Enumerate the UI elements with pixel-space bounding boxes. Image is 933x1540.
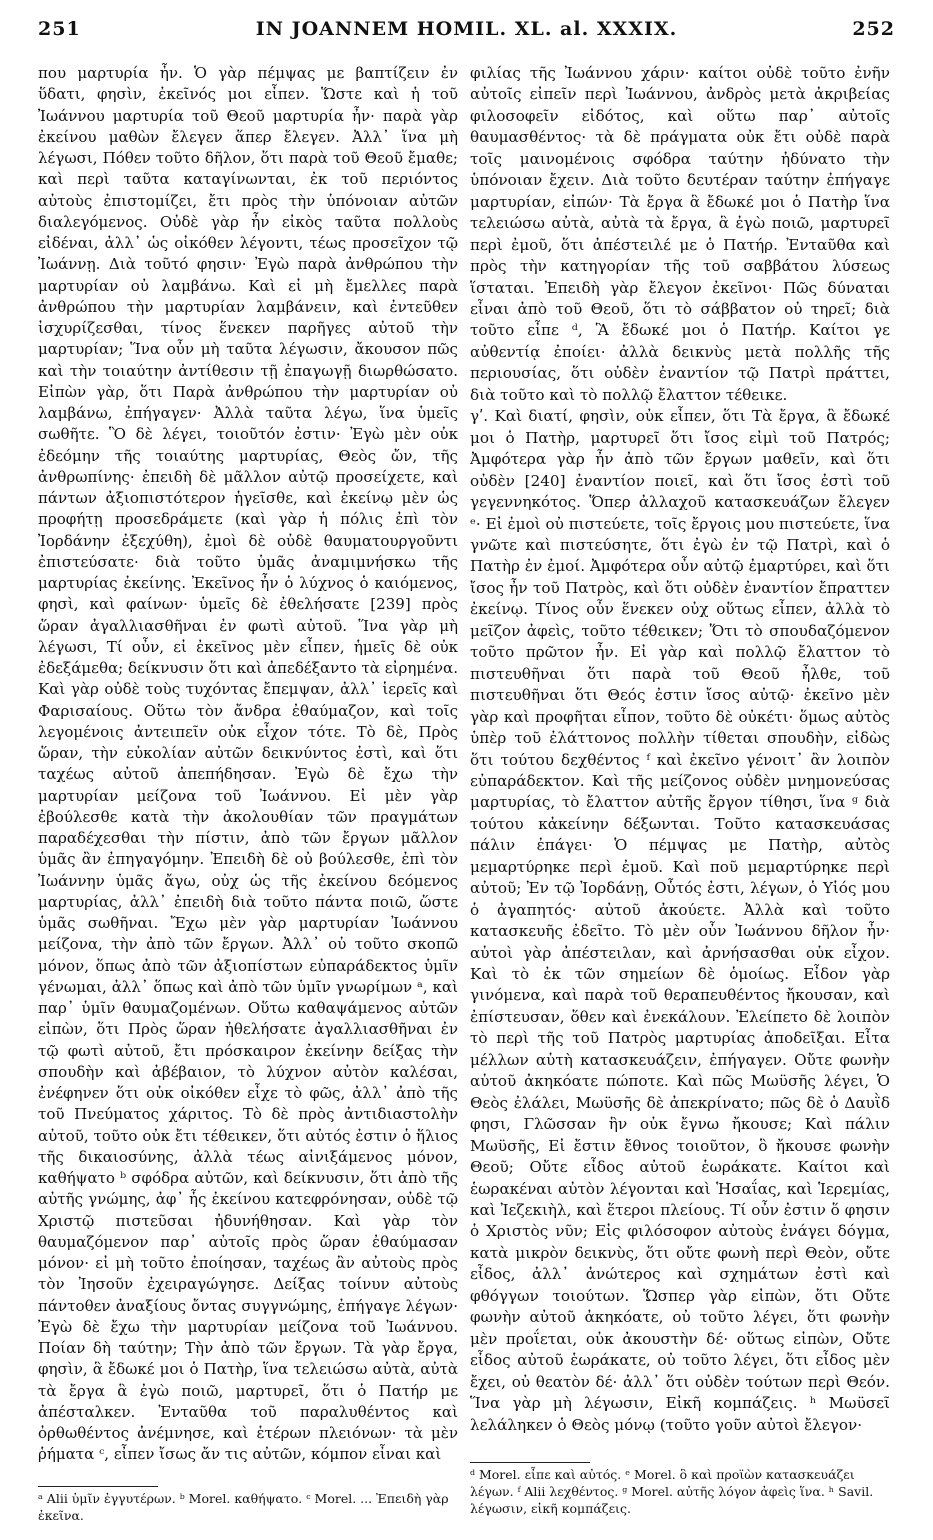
footnote-text: ᵃ Alii ὑμῖν ἐγγυτέρων. ᵇ Morel. καθήψατο. ᶜ Morel. ... Ἐπειδὴ γὰρ ἐκεῖνα.	[38, 1491, 449, 1523]
footnote-rule-right	[470, 1462, 590, 1463]
running-title: IN JOANNEM HOMIL. XL. al. XXXIX.	[255, 18, 678, 40]
paragraph: που μαρτυρία ἦν. Ὁ γὰρ πέμψας με βαπτίζειν ἐν ὕδατι, φησὶν, ἐκεῖνός μοι εἶπεν. Ὥστε καὶ ἡ τοῦ Ἰωάννου μαρτυρία τοῦ Θεοῦ μαρτυρία ἦν· παρὰ γὰρ ἐκείνου μαθὼν ἔλεγεν ἅπερ ἔλεγεν. Ἀλλ᾿ ἵνα μὴ λέγωσι, Πόθεν τοῦτο δῆλον, ὅτι παρὰ τοῦ Θεοῦ ἔμαθε; καὶ περὶ ταῦτα καταγίνωνται, ἐκ τοῦ περιόντος αὐτοὺς ἐπιστομίζει, ἔτι πρὸς τὴν ὑπόνοιαν αὐτῶν διαλεγόμενος. Οὐδὲ γὰρ ἦν εἰκὸς ταῦτα πολλοὺς εἰδέναι, ἀλλ᾿ ὡς οἰκόθεν λέγοντι, τέως προσεῖχον τῷ Ἰωάννῃ. Διὰ τοῦτό φησιν· Ἐγὼ παρὰ ἀνθρώπου τὴν μαρτυρίαν οὐ λαμβάνω. Καὶ εἰ μὴ ἔμελλες παρὰ ἀνθρώπου τὴν μαρτυρίαν λαμβάνειν, καὶ ἐντεῦθεν ἰσχυρίζεσθαι, τίνος ἕνεκεν παρῆγες αὐτοῦ τὴν μαρτυρίαν; Ἵνα οὖν μὴ ταῦτα λέγωσιν, ἄκουσον πῶς καὶ τὴν τοιαύτην ἀντίθεσιν τῇ ἐπαγωγῇ διωρθώσατο. Εἰπὼν γὰρ, ὅτι Παρὰ ἀνθρώπου τὴν μαρτυρίαν οὐ λαμβάνω, ἐπήγαγεν· Ἀλλὰ ταῦτα λέγω, ἵνα ὑμεῖς σωθῆτε. Ὃ δὲ λέγει, τοιοῦτόν ἐστιν· Ἐγὼ μὲν οὐκ ἐδεόμην τῆς τοιαύτης μαρτυρίας, Θεὸς ὤν, τῆς ἀνθρωπίνης· ἐπειδὴ δὲ μᾶλλον αὐτῷ προσείχετε, καὶ πάντων ἀξιοπιστότερον ἡγεῖσθε, καὶ ἐκείνῳ μὲν ὡς προφήτῃ προσεδράμετε (καὶ γὰρ ἡ πόλις ἐπὶ τὸν Ἰορδάνην ἐξεχύθη), ἐμοὶ δὲ οὐδὲ θαυματουργοῦντι ἐπιστεύσατε· διὰ τοῦτο ὑμᾶς ἀναμιμνήσκω τῆς μαρτυρίας ἐκείνης. Ἐκεῖνος ἦν ὁ λύχνος ὁ καιόμενος, φησὶ, καὶ φαίνων· ὑμεῖς δὲ ἐθελήσατε [239] πρὸς ὥραν ἀγαλλιασθῆναι ἐν φωτὶ αὐτοῦ. Ἵνα γὰρ μὴ λέγωσι, Τί οὖν, εἰ ἐκεῖνος μὲν εἶπεν, ἡμεῖς δὲ οὐκ ἐδεξάμεθα; δείκνυσιν ὅτι καὶ ἀπεδέξαντο τὰ εἰρημένα. Καὶ γὰρ οὐδὲ τοὺς τυχόντας ἔπεμψαν, ἀλλ᾿ ἱερεῖς καὶ Φαρισαίους. Οὕτω τὸν ἄνδρα ἐθαύμαζον, καὶ τοῖς λεγομένοις ἀντειπεῖν οὐκ εἶχον τότε. Τὸ δὲ, Πρὸς ὥραν, τὴν εὐκολίαν αὐτῶν δεικνύντος ἐστὶ, καὶ ὅτι ταχέως αὐτοῦ ἀπεπήδησαν. Ἐγὼ δὲ ἔχω τὴν μαρτυρίαν μείζονα τοῦ Ἰωάννου. Εἰ μὲν γὰρ ἐβούλεσθε κατὰ τὴν ἀκολουθίαν τῶν πραγμάτων παραδέχεσθαι τὴν πίστιν, ἀπὸ τῶν ἔργων μᾶλλον ὑμᾶς ἂν ἐπηγαγόμην. Ἐπειδὴ δὲ οὐ βούλεσθε, ἐπὶ τὸν Ἰωάννην ὑμᾶς ἄγω, οὐχ ὡς τῆς ἐκείνου δεόμενος μαρτυρίας, ἀλλ᾿ ἐπειδὴ διὰ τοῦτο πάντα ποιῶ, ὥστε ὑμᾶς σωθῆναι. Ἔχω μὲν γὰρ μαρτυρίαν Ἰωάννου μείζονα, τὴν ἀπὸ τῶν ἔργων. Ἀλλ᾿ οὐ τοῦτο σκοπῶ μόνον, ὅπως ἀπὸ τῶν ἀξιοπίστων εὐπαράδεκτος ὑμῖν γένωμαι, ἀλλ᾿ ὅπως καὶ ἀπὸ τῶν ὑμῖν γνωρίμων ᵃ, καὶ παρ᾿ ὑμῖν θαυμαζομένων. Οὕτω καθαψάμενος αὐτῶν εἰπὼν, ὅτι Πρὸς ὥραν ἠθελήσατε ἀγαλλιασθῆναι ἐν τῷ φωτὶ αὐτοῦ, ἔτι πρόσκαιρον ἐκείνην δείξας τὴν σπουδὴν καὶ ἀβέβαιον, τὸ λύχνον αὐτὸν καλέσαι, ἐνέφηνεν ὅτι οὐκ οἰκόθεν εἶχε τὸ φῶς, ἀλλ᾿ ἀπὸ τῆς τοῦ Πνεύματος χάριτος. Τὸ δὲ πρὸς ἀντιδιαστολὴν αὐτοῦ, τοῦτο οὐκ ἔτι τέθεικεν, ὅτι αὐτός ἐστιν ὁ ἥλιος τῆς δικαιοσύνης, ἀλλὰ τέως αἰνιξάμενος μόνον, καθήψατο ᵇ σφόδρα αὐτῶν, καὶ δείκνυσιν, ὅτι ἀπὸ τῆς αὐτῆς γνώμης, ἀφ᾿ ἧς ἐκείνου κατεφρόνησαν, οὐδὲ τῷ Χριστῷ πιστεῦσαι ἠδυνήθησαν. Καὶ γὰρ τὸν θαυμαζόμενον παρ᾿ αὐτοῖς πρὸς ὥραν ἐθαύμασαν μόνον· εἰ μὴ τοῦτο ἐποίησαν, ταχέως ἂν αὐτοὺς πρὸς τὸν Ἰησοῦν ἐχειραγώγησε. Δείξας τοίνυν αὐτοὺς πάντοθεν ἀναξίους ὄντας συγγνώμης, ἐπήγαγε λέγων· Ἐγὼ δὲ ἔχω τὴν μαρτυρίαν μείζονα τοῦ Ἰωάννου. Ποίαν δὴ ταύτην; Τὴν ἀπὸ τῶν ἔργων. Τὰ γὰρ ἔργα, φησὶν, ἃ ἔδωκέ μοι ὁ Πατὴρ, ἵνα τελειώσω αὐτὰ, αὐτὰ τὰ ἔργα ἃ ἐγὼ ποιῶ, μαρτυρεῖ, ὅτι ὁ Πατήρ με ἀπέσταλκεν. Ἐνταῦθα τοῦ παραλυθέντος καὶ ὀρθωθέντος ἀνέμνησε, καὶ ἑτέρων πλειόνων· τὰ μὲν ῥήματα ᶜ, εἶπεν ἴσως ἄν τις αὐτῶν, κόμπον εἶναι καὶ	[38, 64, 458, 1464]
left-text-column	[38, 63, 458, 1466]
footnotes-right	[470, 1466, 890, 1517]
right-page-number: 252	[852, 18, 895, 40]
left-page-number: 251	[38, 18, 81, 40]
right-text-column	[470, 63, 890, 1436]
paragraph: γʹ. Καὶ διατί, φησὶν, οὐκ εἶπεν, ὅτι Τὰ ἔργα, ἃ ἔδωκέ μοι ὁ Πατὴρ, μαρτυρεῖ ὅτι ἴσος εἰμὶ τοῦ Πατρός; Ἀμφότερα γὰρ ἦν ἀπὸ τῶν ἔργων μαθεῖν, καὶ ὅτι οὐδὲν [240] ἐναντίον ποιεῖ, καὶ ὅτι ἴσος ἐστὶ τοῦ γεγεννηκότος. Ὅπερ ἀλλαχοῦ κατασκευάζων ἔλεγεν ᵉ· Εἰ ἐμοὶ οὐ πιστεύετε, τοῖς ἔργοις μου πιστεύετε, ἵνα γνῶτε καὶ πιστεύσητε, ὅτι ἐγὼ ἐν τῷ Πατρὶ, καὶ ὁ Πατὴρ ἐν ἐμοί. Ἀμφότερα οὖν αὐτῷ ἐμαρτύρει, καὶ ὅτι ἴσος ἦν τοῦ Πατρὸς, καὶ ὅτι οὐδὲν ἐναντίον ἔπραττεν ἐκείνῳ. Τίνος οὖν ἕνεκεν οὐχ οὕτως εἶπεν, ἀλλὰ τὸ μεῖζον ἀφεὶς, τοῦτο τέθεικεν; Ὅτι τὸ σπουδαζόμενον τοῦτο πρῶτον ἦν. Εἰ γὰρ καὶ πολλῷ ἔλαττον τὸ πιστευθῆναι ὅτι παρὰ τοῦ Θεοῦ ἦλθε, τοῦ πιστευθῆναι ὅτι Θεός ἐστιν ἴσος αὐτῷ· ἐκεῖνο μὲν γὰρ καὶ προφῆται εἶπον, τοῦτο δὲ οὐκέτι· ὅμως αὐτὸς ὑπὲρ τοῦ ἐλάττονος πολλὴν τίθεται σπουδὴν, εἰδὼς ὅτι τούτου δεχθέντος ᶠ καὶ ἐκεῖνο γένοιτ᾿ ἂν λοιπὸν εὐπαράδεκτον. Καὶ τῆς μείζονος οὐδὲν μνημονεύσας μαρτυρίας, τὸ ἔλαττον αὐτῆς ἔργον τίθησι, ἵνα ᵍ διὰ τούτου κἀκείνην δέξωνται. Τοῦτο κατασκευάσας πάλιν ἐπάγει· Ὁ πέμψας με Πατὴρ, αὐτὸς μεμαρτύρηκε περὶ ἐμοῦ. Καὶ ποῦ μεμαρτύρηκε περὶ αὐτοῦ; Ἐν τῷ Ἰορδάνῃ, Οὗτός ἐστι, λέγων, ὁ Υἱός μου ὁ ἀγαπητός· αὐτοῦ ἀκούετε. Ἀλλὰ καὶ τοῦτο κατασκευῆς ἐδεῖτο. Τὸ μὲν οὖν Ἰωάννου δῆλον ἦν· αὐτοὶ γὰρ ἀπέστειλαν, καὶ ἀρνήσασθαι οὐκ εἶχον. Καὶ τὸ ἐκ τῶν σημείων δὲ ὁμοίως. Εἶδον γὰρ γινόμενα, καὶ παρὰ τοῦ θεραπευθέντος ἤκουσαν, καὶ ἐπίστευσαν, ὅθεν καὶ ἐνεκάλουν. Ἐλείπετο δὲ λοιπὸν τὸ περὶ τῆς τοῦ Πατρὸς μαρτυρίας ἀποδεῖξαι. Εἶτα μέλλων αὐτὴ κατασκευάζειν, ἐπήγαγεν. Οὔτε φωνὴν αὐτοῦ ἀκηκόατε πώποτε. Καὶ πῶς Μωϋσῆς λέγει, Ὁ Θεὸς ἐλάλει, Μωϋσῆς δὲ ἀπεκρίνατο; πῶς δὲ ὁ Δαυῒδ φησι, Γλῶσσαν ἣν οὐκ ἔγνω ἤκουσε; Καὶ πάλιν Μωϋσῆς, Εἰ ἔστιν ἔθνος τοιοῦτον, ὃ ἤκουσε φωνὴν Θεοῦ; Οὔτε εἶδος αὐτοῦ ἑωράκατε. Καίτοι καὶ ἑωρακέναι αὐτὸν λέγονται καὶ Ἡσαΐας, καὶ Ἱερεμίας, καὶ Ἰεζεκιὴλ, καὶ ἕτεροι πλείους. Τί οὖν ἐστιν ὅ φησιν ὁ Χριστὸς νῦν; Εἰς φιλόσοφον αὐτοὺς ἐνάγει δόγμα, κατὰ μικρὸν δεικνὺς, ὅτι οὔτε φωνὴ περὶ Θεὸν, οὔτε εἶδος, ἀλλ᾿ ἀνώτερος καὶ σχημάτων ἐστὶ καὶ φθόγγων τοιούτων. Ὥσπερ γὰρ εἰπὼν, ὅτι Οὔτε φωνὴν αὐτοῦ ἀκηκόατε, οὐ τοῦτο λέγει, ὅτι φωνὴν μὲν προΐεται, οὐκ ἀκουστὴν δέ· οὕτως εἰπὼν, Οὔτε εἶδος αὐτοῦ ἑωράκατε, οὐ τοῦτο λέγει, ὅτι εἶδος μὲν ἔχει, οὐ θεατὸν δέ· ἀλλ᾿ ὅτι οὐδὲν τούτων περὶ Θεόν. Ἵνα γὰρ μὴ λέγωσιν, Εἰκῆ κομπάζεις. ʰ Μωϋσεῖ λελάληκεν ὁ Θεὸς μόνῳ (τοῦτο γοῦν αὐτοὶ ἔλεγον·	[470, 407, 890, 1434]
footnotes-left	[38, 1490, 458, 1524]
footnote-text: ᵈ Morel. εἶπε καὶ αὐτός. ᵉ Morel. ὃ καὶ προϊὼν κατασκευάζει λέγων. ᶠ Alii λεχθέντος. ᵍ Morel. αὐτῆς λόγον ἀφεὶς ἵνα. ʰ Savil. λέγωσιν, εἰκῆ κομπάζεις.	[470, 1467, 874, 1516]
footnote-rule-left	[38, 1486, 158, 1487]
paragraph: φιλίας τῆς Ἰωάννου χάριν· καίτοι οὐδὲ τοῦτο ἐνῆν αὐτοῖς εἰπεῖν περὶ Ἰωάννου, ἀνδρὸς μετὰ ἀκριβείας φιλοσοφεῖν εἰδότος, καὶ οὕτω παρ᾿ αὐτοῖς θαυμασθέντος· τὰ δὲ πράγματα οὐκ ἔτι οὐδὲ παρὰ τοῖς μαινομένοις σφόδρα ταύτην ἠδύνατο τὴν ὑπόνοιαν ἔχειν. Διὰ τοῦτο δευτέραν ταύτην ἐπήγαγε μαρτυρίαν, εἰπών· Τὰ ἔργα ἃ ἔδωκέ μοι ὁ Πατὴρ ἵνα τελειώσω αὐτὰ, αὐτὰ τὰ ἔργα, ἃ ἐγὼ ποιῶ, μαρτυρεῖ περὶ ἐμοῦ, ὅτι ἀπέστειλέ με ὁ Πατήρ. Ἐνταῦθα καὶ πρὸς τὴν κατηγορίαν τῆς τοῦ σαββάτου λύσεως ἵσταται. Ἐπειδὴ γὰρ ἔλεγον ἐκεῖνοι· Πῶς δύναται εἶναι ἀπὸ τοῦ Θεοῦ, ὅτι τὸ σάββατον οὐ τηρεῖ; διὰ τοῦτο εἶπε ᵈ, Ἃ ἔδωκέ μοι ὁ Πατήρ. Καίτοι γε αὐθεντίᾳ ἐποίει· ἀλλὰ δεικνὺς μετὰ πολλῆς τῆς περιουσίας, ὅτι οὐδὲν ἐναντίον τῷ Πατρὶ πράττει, διὰ τοῦτο καὶ τὸ πολλῷ ἔλαττον τέθεικε.	[470, 64, 890, 404]
